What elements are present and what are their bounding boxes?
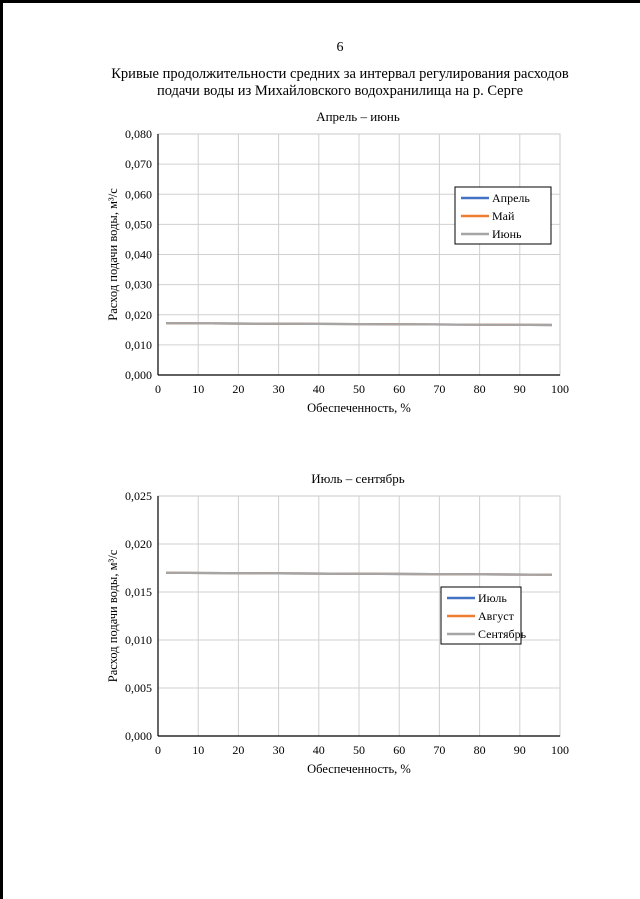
x-tick-label: 60 xyxy=(393,382,406,396)
x-tick-label: 90 xyxy=(513,743,526,757)
legend-label: Апрель xyxy=(492,191,530,205)
x-tick-label: 50 xyxy=(353,382,365,396)
y-tick-label: 0,050 xyxy=(125,217,152,232)
y-tick-label: 0,005 xyxy=(125,681,152,695)
x-tick-label: 80 xyxy=(473,382,486,396)
scan-border-top xyxy=(0,0,640,3)
x-tick-label: 40 xyxy=(312,743,325,757)
x-tick-label: 30 xyxy=(272,743,285,757)
y-tick-label: 0,010 xyxy=(125,633,152,647)
x-tick-label: 0 xyxy=(155,382,161,396)
y-tick-label: 0,000 xyxy=(125,368,152,382)
x-tick-label: 60 xyxy=(393,743,406,757)
x-axis-title: Обеспеченность, % xyxy=(307,401,411,415)
y-tick-label: 0,010 xyxy=(125,337,152,352)
y-tick-label: 0,015 xyxy=(125,585,152,599)
legend-label: Май xyxy=(492,209,515,223)
x-tick-label: 70 xyxy=(433,382,446,396)
y-tick-label: 0,030 xyxy=(125,277,152,292)
x-tick-label: 90 xyxy=(513,382,526,396)
x-tick-label: 0 xyxy=(155,743,161,757)
x-tick-label: 40 xyxy=(312,382,325,396)
document-title-line-1: Кривые продолжительности средних за интервал регулирования расходов xyxy=(111,66,569,82)
document-title-line-2: подачи воды из Михайловского водохранилища на р. Серге xyxy=(156,83,524,99)
y-tick-label: 0,070 xyxy=(125,157,152,172)
chart-1-title: Апрель – июнь xyxy=(316,109,400,124)
y-axis-title: Расход подачи воды, м³/с xyxy=(106,188,120,321)
legend-label: Август xyxy=(478,609,514,623)
x-tick-label: 10 xyxy=(192,743,205,757)
y-axis-title: Расход подачи воды, м³/с xyxy=(106,549,120,683)
chart-2-title: Июль – сентябрь xyxy=(311,471,405,486)
y-tick-label: 0,020 xyxy=(125,537,152,551)
chart-1 xyxy=(0,120,640,430)
x-tick-label: 100 xyxy=(551,382,569,396)
y-tick-label: 0,020 xyxy=(125,307,152,322)
y-tick-label: 0,040 xyxy=(125,247,152,262)
x-tick-label: 20 xyxy=(232,743,245,757)
x-tick-label: 50 xyxy=(353,743,365,757)
x-tick-label: 20 xyxy=(232,382,245,396)
x-tick-label: 10 xyxy=(192,382,205,396)
legend-label: Июль xyxy=(478,591,507,605)
y-tick-label: 0,000 xyxy=(125,729,152,743)
x-tick-label: 30 xyxy=(272,382,285,396)
y-tick-label: 0,080 xyxy=(125,127,152,141)
x-tick-label: 100 xyxy=(551,743,569,757)
document-title xyxy=(90,66,590,100)
x-tick-label: 70 xyxy=(433,743,446,757)
series-line-3 xyxy=(166,323,552,325)
x-axis-title: Обеспеченность, % xyxy=(307,762,411,776)
x-tick-label: 80 xyxy=(473,743,486,757)
chart-2 xyxy=(0,482,640,792)
y-tick-label: 0,060 xyxy=(125,187,152,202)
legend-label: Июнь xyxy=(492,227,522,241)
legend-label: Сентябрь xyxy=(478,627,527,641)
series-line-3 xyxy=(166,573,552,575)
y-tick-label: 0,025 xyxy=(125,489,152,503)
page-number: 6 xyxy=(336,40,344,55)
